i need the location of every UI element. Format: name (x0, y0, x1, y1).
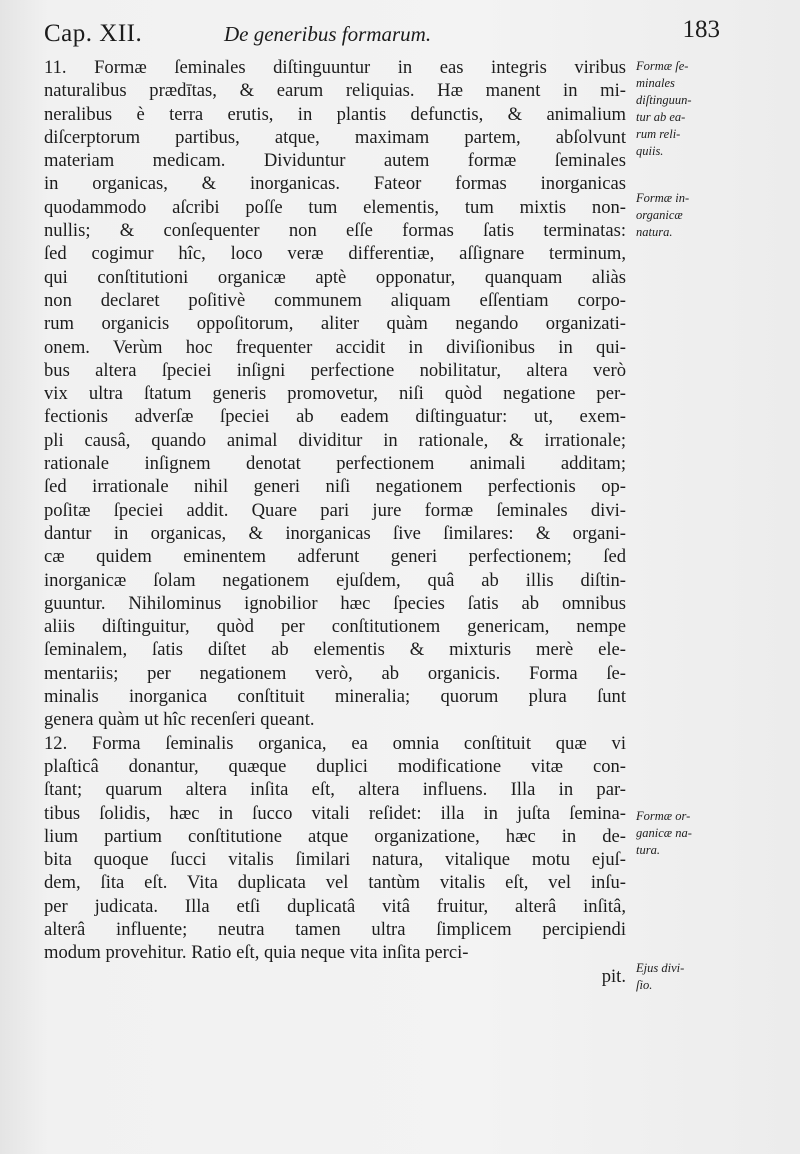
marginal-note-line: Ejus divi- (636, 961, 685, 975)
text-line: poſitæ ſpeciei addit. Quare pari jure formæ ſeminales divi- (44, 499, 626, 521)
marginal-note-line: Formæ in- (636, 191, 690, 205)
text-line: onem. Verùm hoc frequenter accidit in diviſionibus in qui- (44, 336, 626, 358)
marginal-note-line: ganicæ na- (636, 826, 692, 840)
text-line: diſcerptorum partibus, atque, maximam partem, abſolvunt (44, 126, 626, 148)
text-line: neralibus è terra erutis, in plantis defunctis, & animalium (44, 103, 626, 125)
marginal-note-formae-seminales (636, 58, 796, 160)
text-line: ſeminalem, ſatis diſtet ab elementis & mixturis merè ele- (44, 639, 626, 661)
text-line: in organicas, & inorganicas. Fateor formas inorganicas (44, 173, 626, 195)
text-line: guuntur. Nihilominus ignobilior hæc ſpecies ſatis ab omnibus (44, 592, 626, 614)
text-line: genera quàm ut hîc recenſeri queant. (44, 709, 315, 731)
text-line: modum provehitur. Ratio eſt, quia neque vita inſita perci- (44, 942, 469, 964)
text-line: 11. Formæ ſeminales diſtinguuntur in eas integris viribus (44, 57, 626, 78)
text-line: qui conſtitutioni organicæ aptè opponatur, quanquam aliàs (44, 266, 626, 288)
text-line: nullis; & conſequenter non eſſe formas ſatis terminatas: (44, 220, 626, 242)
text-line: lium partium conſtitutione atque organizatione, hæc in de- (44, 825, 626, 847)
text-line: mentariis; per negationem verò, ab organicis. Forma ſe- (44, 662, 626, 684)
marginal-note-line: organicæ (636, 208, 683, 222)
text-line: tibus ſolidis, hæc in ſucco vitali reſidet: illa in juſta ſemina- (44, 802, 626, 824)
text-line: inorganicæ ſolam negationem ejuſdem, quâ ab illis diſtin- (44, 569, 626, 591)
text-line: cæ quidem eminentem adferunt generi perfectionem; ſed (44, 546, 626, 568)
text-line: plaſticâ donantur, quæque duplici modificatione vitæ con- (44, 755, 626, 777)
marginal-note-formae-inorganicae (636, 190, 796, 241)
marginal-note-line: ſio. (636, 978, 653, 992)
text-line: dantur in organicas, & inorganicas ſive ſimilares: & organi- (44, 522, 626, 544)
text-line: aliis diſtinguitur, quòd per conſtitutionem genericam, nempe (44, 616, 626, 638)
chapter-heading: Cap. XII. (44, 20, 143, 47)
text-line: per judicata. Illa etſi duplicatâ vitâ fruitur, alterâ inſitâ, (44, 895, 626, 917)
marginal-note-line: quiis. (636, 144, 664, 158)
text-line: minalis inorganica conſtituit mineralia; quorum plura ſunt (44, 686, 626, 708)
text-line: pli causâ, quando animal dividitur in rationale, & irrationale; (44, 429, 626, 451)
page-number: 183 (682, 16, 720, 43)
text-line: 12. Forma ſeminalis organica, ea omnia conſtituit quæ vi (44, 732, 626, 754)
text-line: non declaret poſitivè communem aliquam eſſentiam corpo- (44, 289, 626, 311)
marginal-note-line: diſtinguun- (636, 93, 692, 107)
text-line: ſed irrationale nihil generi niſi negationem perfectionis op- (44, 476, 626, 498)
marginal-note-line: tura. (636, 843, 660, 857)
running-title: De generibus formarum. (224, 22, 432, 46)
text-line: naturalibus prædītas, & earum reliquias. Hæ manent in mi- (44, 80, 626, 102)
text-line: rationale inſignem denotat perfectionem animali additam; (44, 453, 626, 475)
text-line: vix ultra ſtatum generis promovetur, niſi quòd negatione per- (44, 383, 626, 405)
marginal-note-line: minales (636, 76, 675, 90)
marginal-note-line: tur ab ea- (636, 110, 686, 124)
text-line: ſed cogimur hîc, loco veræ differentiæ, aſſignare terminum, (44, 243, 626, 265)
marginal-note-line: rum reli- (636, 127, 681, 141)
text-line: materiam medicam. Dividuntur autem formæ ſeminales (44, 150, 626, 172)
text-line: bita quoque ſucci vitalis ſimilari natura, vitalique motu ejuſ- (44, 849, 626, 871)
text-line: bus altera ſpeciei inſigni perfectione nobilitatur, altera verò (44, 359, 626, 381)
text-line: fectionis adverſæ ſpeciei ab eadem diſtinguatur: ut, exem- (44, 406, 626, 428)
text-line: alterâ influente; neutra tamen ultra ſimplicem percipiendi (44, 918, 626, 940)
marginal-note-formae-organicae (636, 808, 796, 859)
marginal-note-line: Formæ ſe- (636, 59, 689, 73)
text-line: ſtant; quarum altera inſita eſt, altera influens. Illa in par- (44, 779, 626, 801)
running-header (44, 14, 720, 50)
catchword: pit. (601, 965, 626, 987)
marginal-note-line: natura. (636, 225, 673, 239)
text-line: rum organicis oppoſitorum, aliter quàm negando organizati- (44, 313, 626, 335)
main-text-block (44, 56, 626, 988)
marginal-note-line: Formæ or- (636, 809, 691, 823)
text-line: quodammodo aſcribi poſſe tum elementis, tum mixtis non- (44, 196, 626, 218)
marginal-note-ejus-divisio (636, 960, 796, 994)
text-line: dem, ſita eſt. Vita duplicata vel tantùm vitalis eſt, vel inſu- (44, 872, 626, 894)
